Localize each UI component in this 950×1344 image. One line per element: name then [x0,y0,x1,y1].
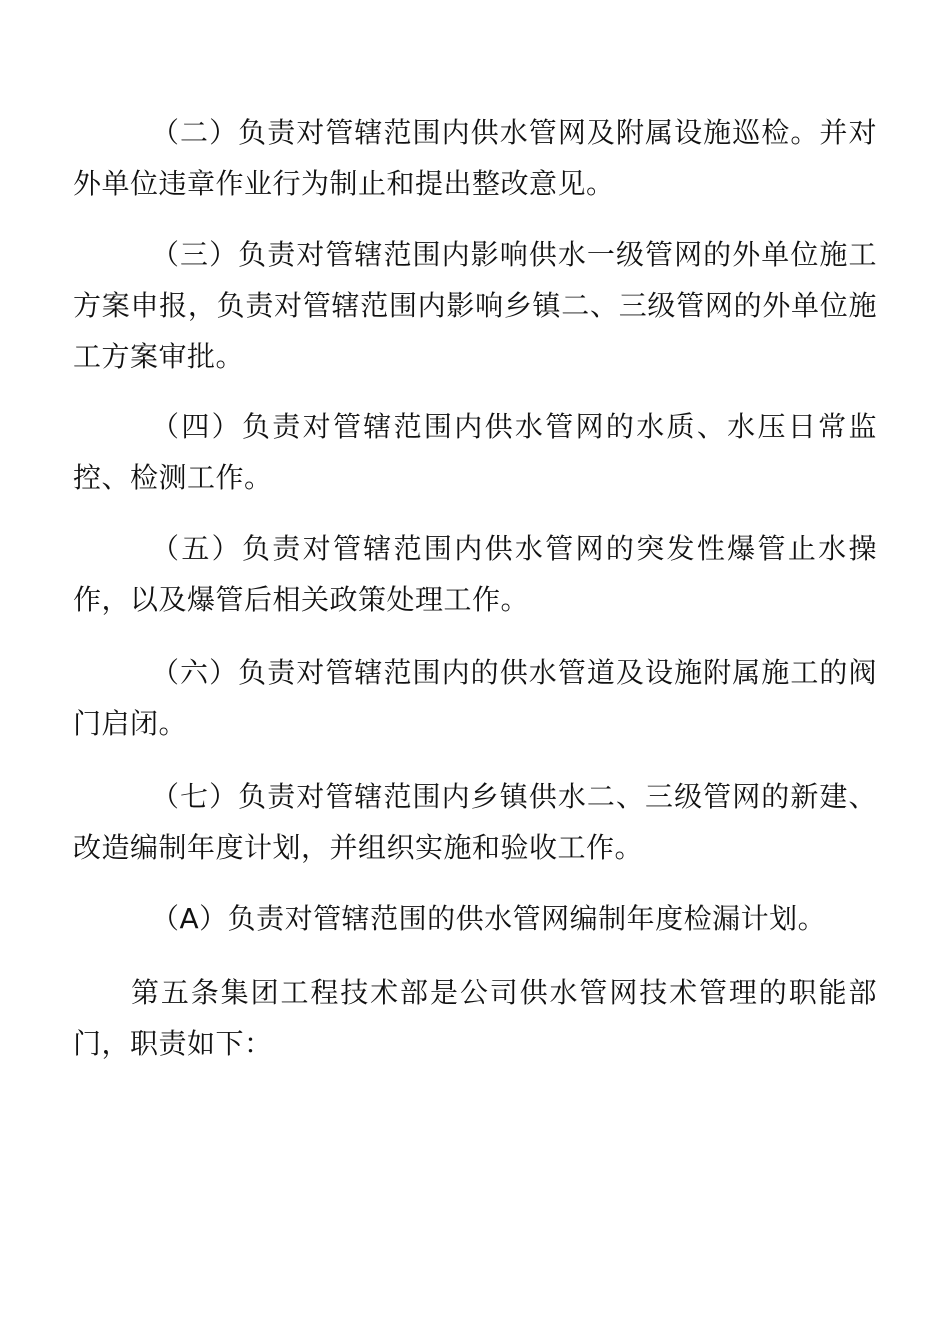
paragraph-7: （七）负责对管辖范围内乡镇供水二、三级管网的新建、改造编制年度计划，并组织实施和验收工作。 [73,780,877,864]
paragraph-5: （五）负责对管辖范围内供水管网的突发性爆管止水操作，以及爆管后相关政策处理工作。 [73,532,877,616]
paragraph-6: （六）负责对管辖范围内的供水管道及设施附属施工的阀门启闭。 [73,656,877,740]
paragraph-2: （二）负责对管辖范围内供水管网及附属设施巡检。并对外单位违章作业行为制止和提出整改意见。 [73,116,877,200]
paragraph-3: （三）负责对管辖范围内影响供水一级管网的外单位施工方案申报，负责对管辖范围内影响乡镇二、三级管网的外单位施工方案审批。 [73,238,877,373]
paragraph-8: （A）负责对管辖范围的供水管网编制年度检漏计划。 [151,902,827,935]
article-5-paragraph: 第五条集团工程技术部是公司供水管网技术管理的职能部门，职责如下： [73,976,877,1060]
paragraph-4: （四）负责对管辖范围内供水管网的水质、水压日常监控、检测工作。 [73,410,877,494]
